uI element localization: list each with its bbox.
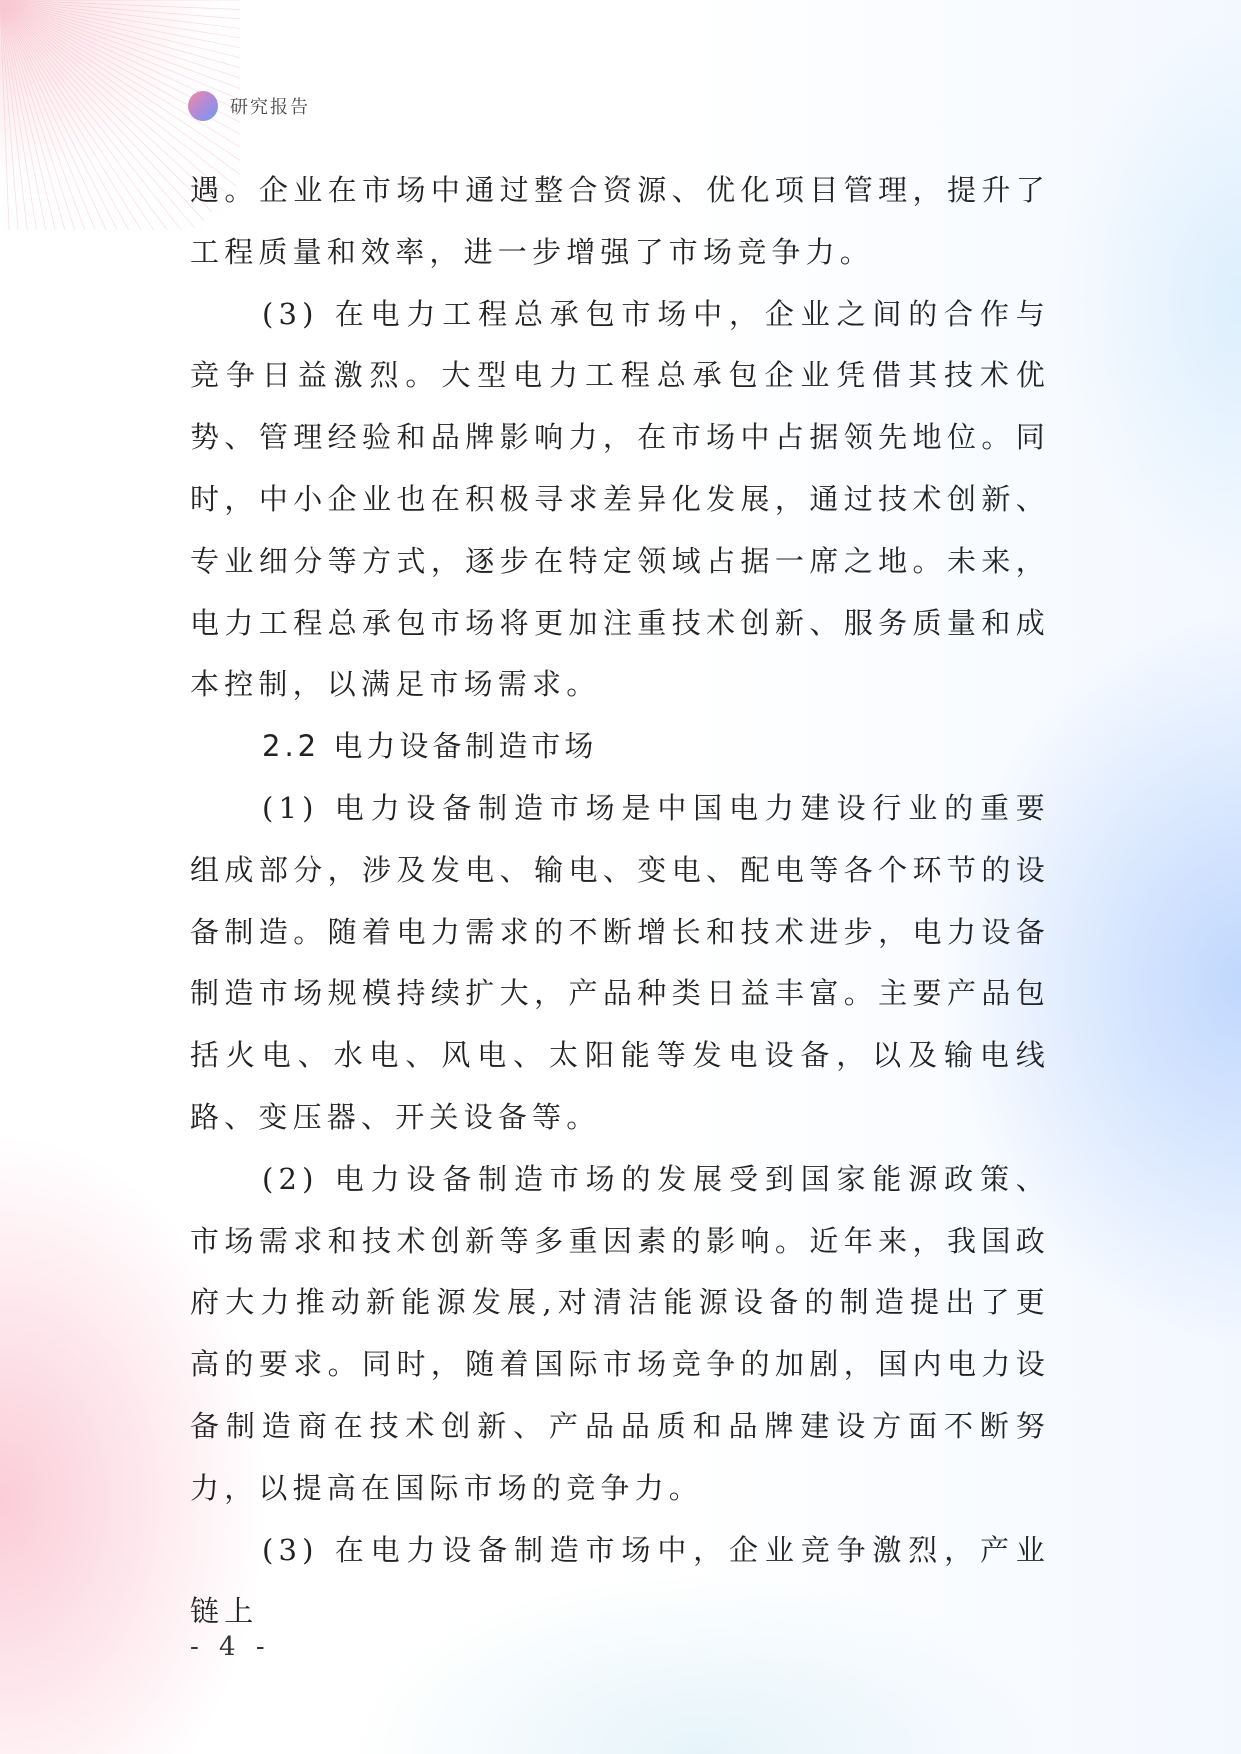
paragraph: (3) 在电力设备制造市场中，企业竞争激烈，产业链上 [190,1532,1050,1629]
section-heading: 2.2 电力设备制造市场 [262,729,598,764]
page-number: - 4 - [190,1632,271,1662]
paragraph: (1) 电力设备制造市场是中国电力建设行业的重要组成部分，涉及发电、输电、变电、配电等各个环节的设备制造。随着电力需求的不断增长和技术进步，电力设备制造市场规模持续扩大，产品种类日益丰富。主要产品包括火电、水电、风电、太阳能等发电设备，以及输电线路、变压器、开关设备等。 [190,790,1050,1134]
paragraph: (3) 在电力工程总承包市场中，企业之间的合作与竞争日益激烈。大型电力工程总承包企业凭借其技术优势、管理经验和品牌影响力，在市场中占据领先地位。同时，中小企业也在积极寻求差异化发展，通过技术创新、专业细分等方式，逐步在特定领域占据一席之地。未来，电力工程总承包市场将更加注重技术创新、服务质量和成本控制，以满足市场需求。 [190,296,1050,702]
report-header [188,90,310,122]
paragraph: 遇。企业在市场中通过整合资源、优化项目管理，提升了工程质量和效率，进一步增强了市场竞争力。 [190,173,1050,269]
paragraph: (2) 电力设备制造市场的发展受到国家能源政策、市场需求和技术创新等多重因素的影响。近年来，我国政府大力推动新能源发展,对清洁能源设备的制造提出了更高的要求。同时，随着国际市场竞争的加剧，国内电力设备制造商在技术创新、产品品质和品牌建设方面不断努力，以提高在国际市场的竞争力。 [190,1161,1050,1505]
logo-icon [188,91,218,121]
body-text [190,160,1050,1643]
header-title: 研究报告 [230,97,310,118]
